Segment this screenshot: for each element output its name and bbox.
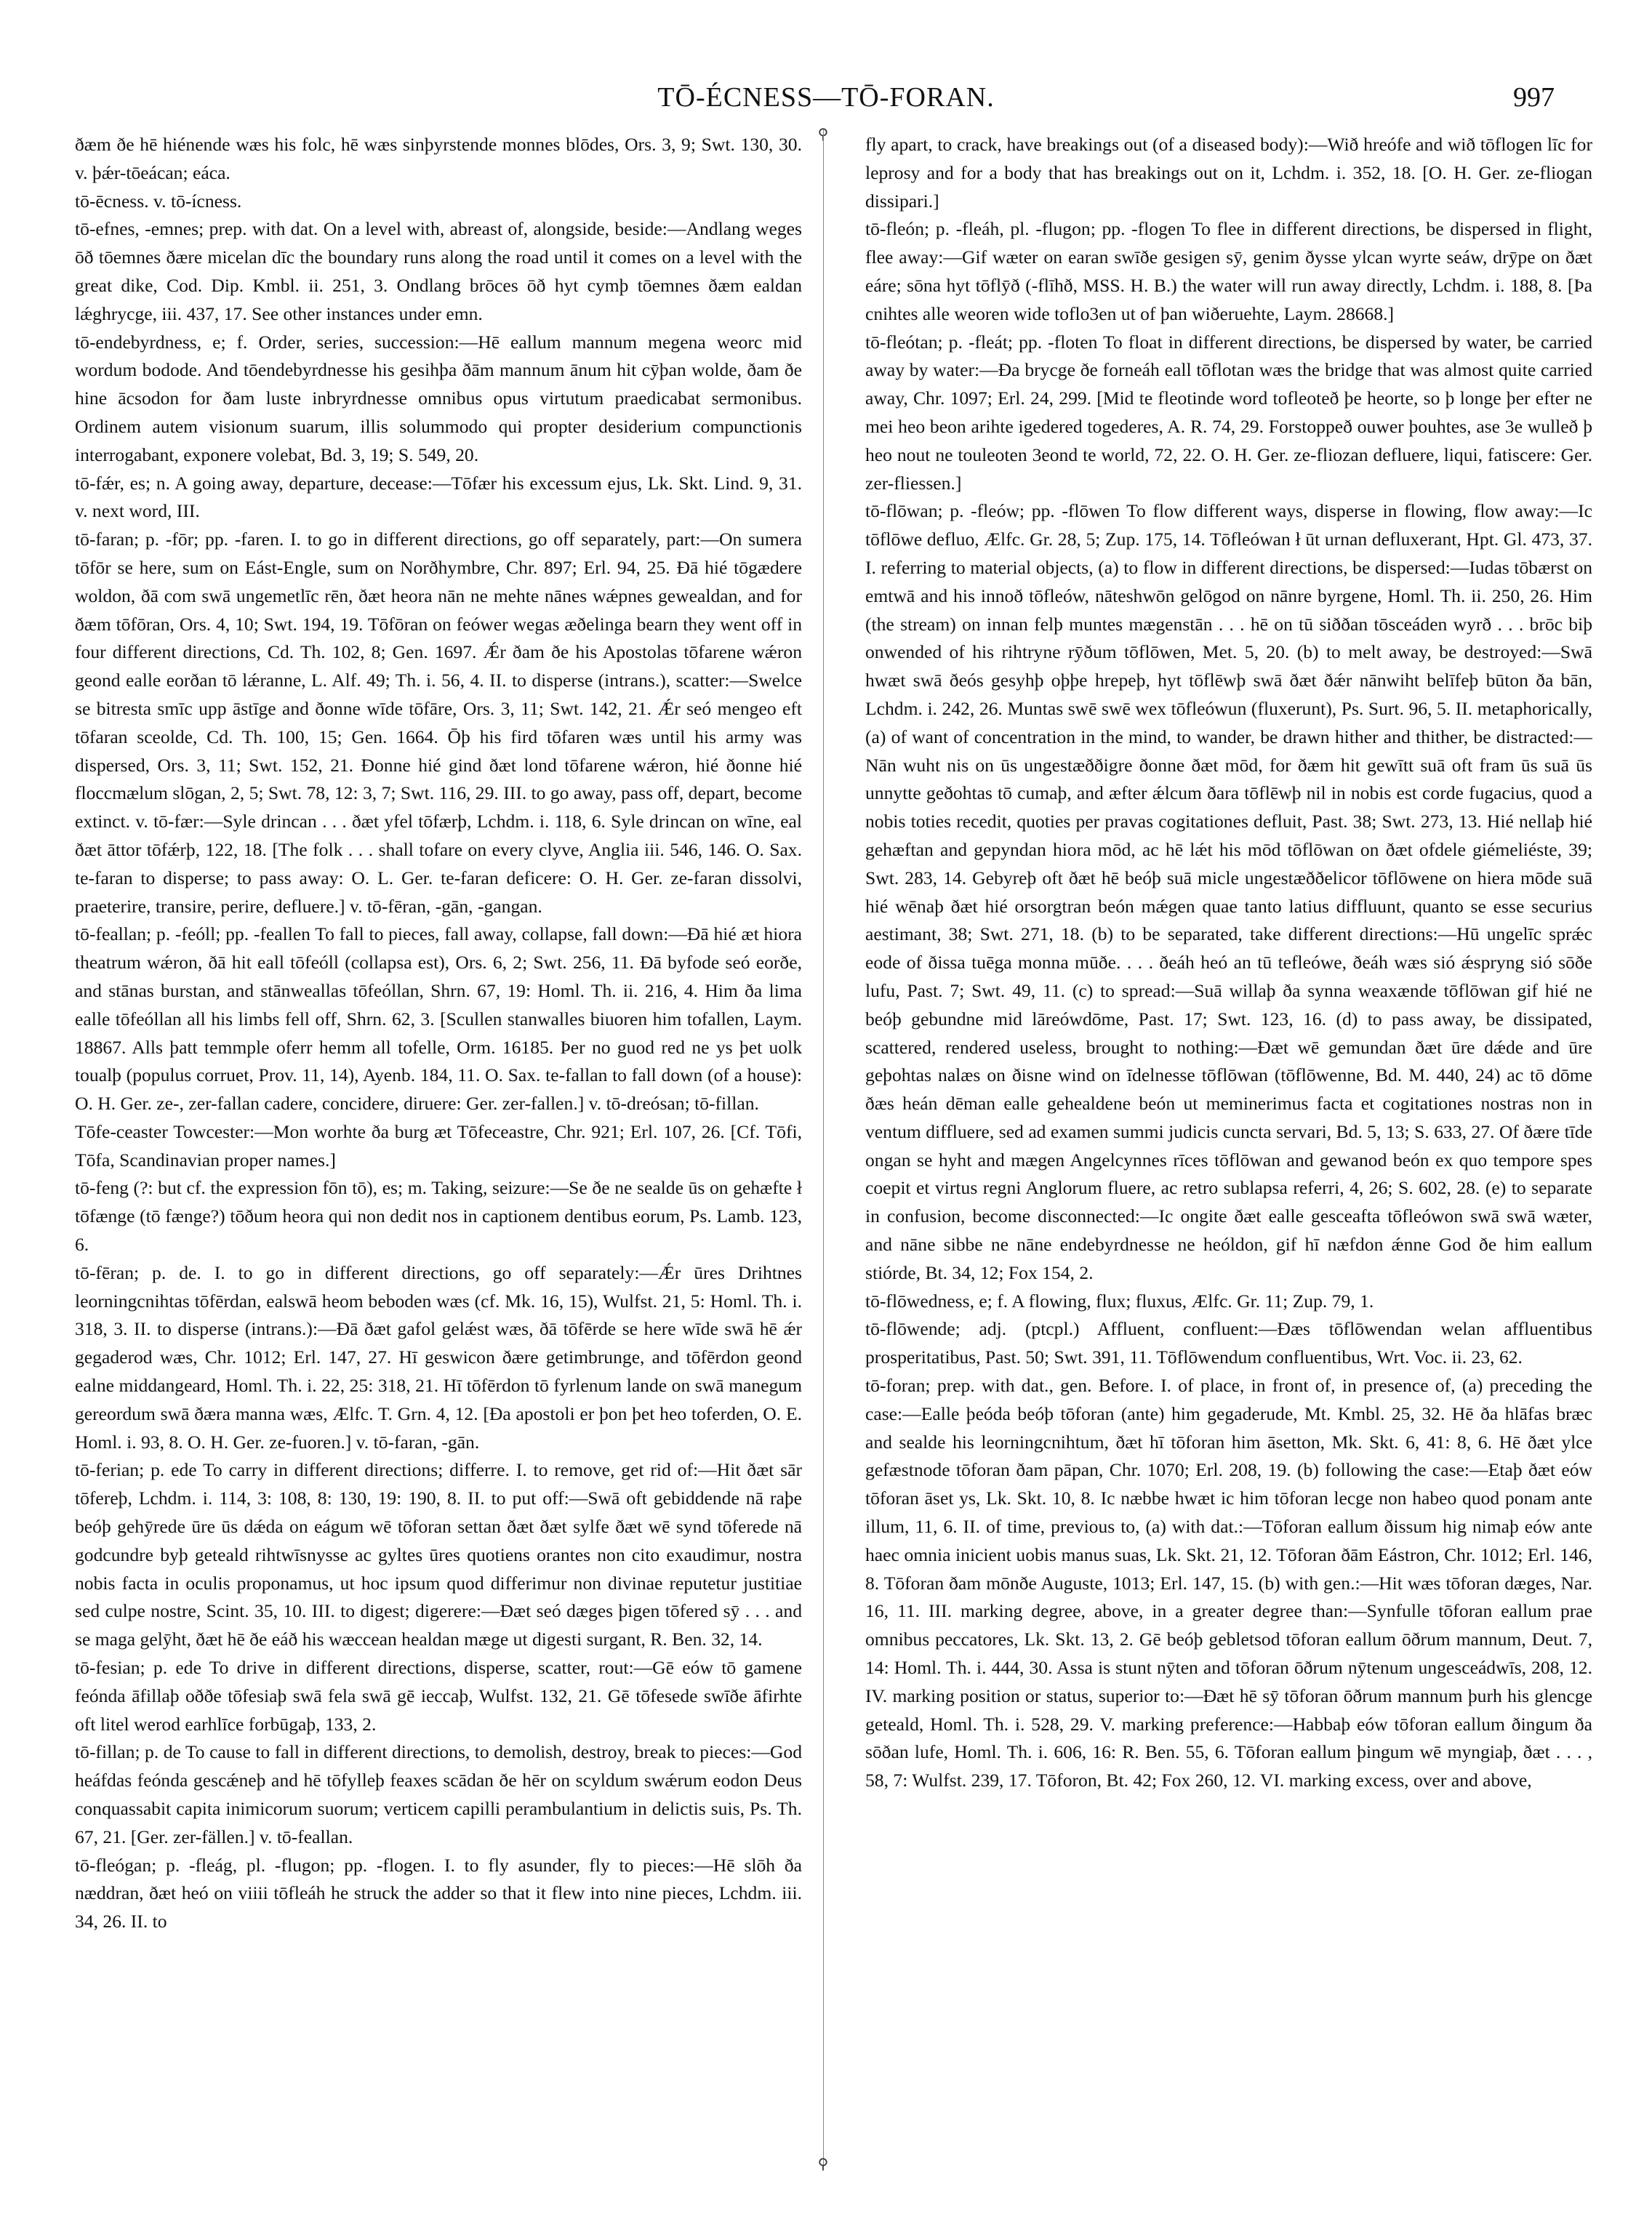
entry: tō-feng (?: but cf. the expression fōn tō), es; m. Taking, seizure:—Se ðe ne sealde ūs on gehæfte ł tōfænge (tō fænge?) tōðum heora qui non dedit nos in captionem dentibus eorum, Ps. Lamb. 123, 6. <box>75 1177 802 1256</box>
column-divider <box>823 129 824 2165</box>
entry: tō-fillan; p. de To cause to fall in different directions, to demolish, destroy, break to pieces:—God heáfdas feónda gescǽneþ and hē tōfylleþ feaxes scādan ðe hēr on scyldum swǽrum eodon Deus conquassabit capita inimicorum suorum; verticem capilli perambulantium in delictis suis, Ps. Th. 67, 21. [Ger. zer-fällen.] v. tō-feallan. <box>75 1741 802 1847</box>
entry: tō-endebyrdness, e; f. Order, series, succession:—Hē eallum mannum megena weorc mid wordum bodode. And tōendebyrdnesse his gesihþa ðām mannum ānum hit cȳþan wolde, ðam ðe hine ācsodon for ðam luste inbryrdnesse omnibus opus virtutum praedicabat sermonibus. Ordinem autem visionum suarum, illis solummodo qui propter desiderium compunctionis interrogabant, exponere volebat, Bd. 3, 19; S. 549, 20. <box>75 331 802 465</box>
entry: tō-flōwende; adj. (ptcpl.) Affluent, confluent:—Ðæs tōflōwendan welan affluentibus prosperitatibus, Past. 50; Swt. 391, 11. Tōflōwendum confluentibus, Wrt. Voc. ii. 23, 62. <box>865 1318 1592 1368</box>
running-title: TŌ-ÉCNESS—TŌ-FORAN. <box>657 82 995 113</box>
entry: tō-ēcness. v. tō-ícness. <box>75 190 242 212</box>
entry: tō-efnes, -emnes; prep. with dat. On a level with, abreast of, alongside, beside:—Andlang weges ōð tōemnes ðære micelan dīc the boundary runs along the road until it comes on a level with the great dike, Cod. Dip. Kmbl. ii. 251, 3. Ondlang brōces ōð hyt cymþ tōemnes ðæm ealdan lǽghrycge, iii. 437, 17. See other instances under emn. <box>75 218 802 324</box>
entry: tō-ferian; p. ede To carry in different directions; differre. I. to remove, get rid of:—Hit ðæt sār tōfereþ, Lchdm. i. 114, 3: 108, 8: 130, 19: 190, 8. II. to put off:—Swā oft gebiddende nā raþe beóþ gehȳrede ūre ūs dǽda on eágum wē tōforan settan ðæt ðæt sylfe ðæt wē synd tōferede nā godcundre byþ geteald rihtwīsnysse ac gyltes ūres quotiens orantes non cito exaudimur, nostra nobis facta in oculis proponamus, ut hoc ipsum quod differimur non divinae reputetur justitiae sed culpe nostre, Scint. 35, 10. III. to digest; digerere:—Ðæt seó dæges þigen tōfered sȳ . . . and se maga gelȳht, ðæt hē ðe eáð his wæccean healdan mæge ut digesti surgant, R. Ben. 32, 14. <box>75 1459 802 1650</box>
column-ornament-top: ⚲ <box>817 125 829 142</box>
left-column <box>75 131 802 2167</box>
entry: tō-flōwan; p. -fleów; pp. -flōwen To flow different ways, disperse in flowing, flow away:—Ic tōflōwe defluo, Ælfc. Gr. 28, 5; Zup. 175, 14. Tōfleówan ł ūt urnan defluxerant, Hpt. Gl. 473, 37. I. referring to material objects, (a) to flow in different directions, be dispersed:—Iudas tōbærst on emtwā and his innoð tōfleów, nāteshwōn gelōgod on nānre byrgene, Homl. Th. ii. 250, 26. Him (the stream) on innan felþ muntes mægenstān . . . hē on tū siððan tōsceáden wyrð . . . brōc biþ onwended of his rihtryne rȳðum tōflōwen, Met. 5, 20. (b) to melt away, be destroyed:—Swā hwæt swā ðeós gesyhþ oþþe hrepeþ, hyt tōflēwþ swā ðæt ðǽr nānwiht belīfeþ būton ða bān, Lchdm. i. 242, 26. Muntas swē swē wex tōfleówun (fluxerunt), Ps. Surt. 96, 5. II. metaphorically, (a) of want of concentration in the mind, to wander, be drawn hither and thither, be distracted:—Nān wuht nis on ūs ungestæððigre ðonne ðæt mōd, for ðæm hit gewītt suā oft fram ūs suā ūs unnytte geðohtas tō cumaþ, and æfter ǽlcum ðara tōflēwþ nil in nobis est corde fugacius, quod a nobis toties recedit, quoties per pravas cogitationes defluit, Past. 38; Swt. 273, 13. Hié nellaþ hié gehæftan and gepyndan hiora mōd, ac hē lǽt his mōd tōflōwan on ðæt ofdele giémeliéste, 39; Swt. 283, 14. Gebyreþ oft ðæt hē beóþ suā micle ungestæððelicor tōflōwene on hiera mōde suā hié wēnaþ ðæt hié orsorgtran beón mǽgen quae tanto latius diffluunt, quanto se esse securius aestimant, 38; Swt. 271, 18. (b) to be separated, take different directions:—Hū ungelīc sprǽc eode of ðissa tuēga monna mūðe. . . . ðeáh heó an tū tefleówe, ðeáh wæs sió ǽspryng sió sōðe lufu, Past. 7; Swt. 49, 11. (c) to spread:—Suā willaþ ða synna weaxænde tōflōwan gif hié ne beóþ gebundne mid lāreówdōme, Past. 17; Swt. 123, 16. (d) to pass away, be dissipated, scattered, rendered useless, brought to nothing:—Ðæt wē gemundan ðæt ūre dǽde and ūre geþohtas nalæs on ðisne wind on īdelnesse tōflōwan (tōflōwenne, Bd. M. 440, 24) ac tō dōme ðæs heán dēman ealle gehealdene beón ut meminerimus facta et cogitationes nostras non in ventum diffluere, sed ad examen summi judicis cuncta servari, Bd. 5, 13; S. 633, 27. Of ðære tīde ongan se hyht and mægen Angelcynnes rīces tōflōwan and gewanod beón ex quo tempore spes coepit et virtus regni Anglorum fluere, ac retro sublapsa referri, 4, 26; S. 602, 28. (e) to separate in confusion, become disconnected:—Ic ongite ðæt ealle gesceafta tōfleówon swā swā wæter, and nāne sibbe ne nāne endebyrdnesse ne heóldon, gif hī næfdon ǽnne God ðe him eallum stiórde, Bt. 34, 12; Fox 154, 2. <box>865 500 1592 1283</box>
column-ornament-bottom: ⚲ <box>817 2155 829 2172</box>
entry: tō-fesian; p. ede To drive in different directions, disperse, scatter, rout:—Gē eów tō gamene feónda āfillaþ oððe tōfesiaþ swā fela swā gē ieccaþ, Wulfst. 132, 21. Gē tōfesede swīðe āfirhte oft litel werod earhlīce forbūgaþ, 133, 2. <box>75 1657 802 1735</box>
right-column <box>865 131 1592 2167</box>
entry: tō-faran; p. -fōr; pp. -faren. I. to go in different directions, go off separately, part:—On sumera tōfōr se here, sum on Eást-Engle, sum on Norðhymbre, Chr. 897; Erl. 94, 25. Ðā hié tōgædere woldon, ðā com swā ungemetlīc rēn, ðæt heora nān ne mehte nānes wǽpnes gewealdan, and for ðæm tōfōran, Ors. 4, 10; Swt. 194, 19. Tōfōran on feówer wegas æðelinga bearn they went off in four different directions, Cd. Th. 102, 8; Gen. 1697. Ǽr ðam ðe his Apostolas tōfarene wǽron geond ealle eorðan tō lǽranne, L. Alf. 49; Th. i. 56, 4. II. to disperse (intrans.), scatter:—Swelce se bitresta smīc upp āstīge and ðonne wīde tōfāre, Ors. 3, 11; Swt. 142, 21. Ǽr seó mengeo eft tōfaran sceolde, Cd. Th. 100, 15; Gen. 1664. Ōþ his fird tōfaren wæs until his army was dispersed, Ors. 3, 11; Swt. 152, 21. Ðonne hié gind ðæt lond tōfarene wǽron, hié ðonne hié floccmælum slōgan, 2, 5; Swt. 78, 12: 3, 7; Swt. 116, 29. III. to go away, pass off, depart, become extinct. v. tō-fær:—Syle drincan . . . ðæt yfel tōfærþ, Lchdm. i. 118, 6. Syle drincan on wīne, eal ðæt āttor tōfǽrþ, 122, 18. [The folk . . . shall tofare on every clyve, Anglia iii. 546, 146. O. Sax. te-faran to disperse; to pass away: O. L. Ger. te-faran deficere: O. H. Ger. ze-faran dissolvi, praeterire, transire, perire, defluere.] v. tō-fēran, -gān, -gangan. <box>75 529 802 917</box>
page-header <box>73 81 1579 125</box>
entry: tō-fleógan; p. -fleág, pl. -flugon; pp. -flogen. I. to fly asunder, fly to pieces:—Hē slōh ða næddran, ðæt heó on viiii tōfleáh he struck the adder so that it flew into nine pieces, Lchdm. iii. 34, 26. II. to <box>75 1854 802 1932</box>
entry: Tōfe-ceaster Towcester:—Mon worhte ða burg æt Tōfeceastre, Chr. 921; Erl. 107, 26. [Cf. Tōfi, Tōfa, Scandinavian proper names.] <box>75 1120 802 1171</box>
entry: tō-fǽr, es; n. A going away, departure, decease:—Tōfær his excessum ejus, Lk. Skt. Lind. 9, 31. v. next word, III. <box>75 472 802 522</box>
entry: tō-foran; prep. with dat., gen. Before. I. of place, in front of, in presence of, (a) preceding the case:—Ealle þeóda beóþ tōforan (ante) him gegaderude, Mt. Kmbl. 25, 32. Hē ða hlāfas bræc and sealde his leorningcnihtum, ðæt hī tōforan him āsetton, Mk. Skt. 6, 41: 8, 6. Hē ðæt ylce gefæstnode tōforan ðam pāpan, Chr. 1070; Erl. 208, 19. (b) following the case:—Etaþ ðæt eów tōforan āset ys, Lk. Skt. 10, 8. Ic næbbe hwæt ic him tōforan lecge non habeo quod ponam ante illum, 11, 6. II. of time, previous to, (a) with dat.:—Tōforan eallum ðissum hig nimaþ eów ante haec omnia inicient uobis manus suas, Lk. Skt. 21, 12. Tōforan ðām Eástron, Chr. 1012; Erl. 146, 8. Tōforan ðam mōnðe Auguste, 1013; Erl. 147, 15. (b) with gen.:—Hit wæs tōforan dæges, Nar. 16, 11. III. marking degree, above, in a greater degree than:—Synfulle tōforan eallum prae omnibus peccatores, Lk. Skt. 13, 2. Gē beóþ gebletsod tōforan eallum ōðrum mannum, Deut. 7, 14: Homl. Th. i. 444, 30. Assa is stunt nȳten and tōforan ōðrum nȳtenum ungesceádwīs, 208, 12. IV. marking position or status, superior to:—Ðæt hē sȳ tōforan ōðrum mannum þurh his glencge geteald, Homl. Th. i. 528, 29. V. marking preference:—Habbaþ eów tōforan eallum ðingum ða sōðan lufe, Homl. Th. i. 606, 16: R. Ben. 55, 6. Tōforan eallum þingum wē myngiaþ, ðæt . . . , 58, 7: Wulfst. 239, 17. Tōforon, Bt. 42; Fox 260, 12. VI. marking excess, over and above, <box>865 1375 1592 1791</box>
entry: fly apart, to crack, have breakings out (of a diseased body):—Wið hreófe and wið tōflogen līc for leprosy and for a body that has breakings out on it, Lchdm. i. 352, 18. [O. H. Ger. ze-fliogan dissipari.] <box>865 134 1592 212</box>
page-number: 997 <box>1513 82 1555 113</box>
entry: tō-fleón; p. -fleáh, pl. -flugon; pp. -flogen To flee in different directions, be dispersed in flight, flee away:—Gif wæter on earan swīðe gesigen sȳ, genim ðysse ylcan wyrte seáw, drȳpe on ðæt eáre; sōna hyt tōflȳð (-flīhð, MSS. H. B.) the water will run away directly, Lchdm. i. 188, 8. [Þa cnihtes alle weoren wide toflo3en ut of þan wiðeruehte, Laym. 28668.] <box>865 218 1592 324</box>
entry: tō-feallan; p. -feóll; pp. -feallen To fall to pieces, fall away, collapse, fall down:—Ðā hié æt hiora theatrum wǽron, ðā hit eall tōfeóll (collapsa est), Ors. 6, 2; Swt. 256, 11. Ðā byfode seó eorðe, and stānas burstan, and stānweallas tōfeóllan, Shrn. 67, 19: Homl. Th. ii. 216, 4. Him ða lima ealle tōfeóllan all his limbs fell off, Shrn. 62, 3. [Scullen stanwalles biuoren him tofallen, Laym. 18867. Alls þatt temmple oferr hemm all tofelle, Orm. 16185. Þer no guod red ne ys þet uolk toualþ (populus corruet, Prov. 11, 14), Ayenb. 184, 11. O. Sax. te-fallan to fall down (of a house): O. H. Ger. ze-, zer-fallan cadere, concidere, diruere: Ger. zer-fallen.] v. tō-dreósan; tō-fillan. <box>75 923 802 1115</box>
entry: ðæm ðe hē hiénende wæs his folc, hē wæs sinþyrstende monnes blōdes, Ors. 3, 9; Swt. 130, 30. v. þǽr-tōeácan; eáca. <box>75 134 802 183</box>
entry: tō-fleótan; p. -fleát; pp. -floten To float in different directions, be dispersed by water, be carried away by water:—Ða brycge ðe forneáh eall tōflotan wæs the bridge that was almost quite carried away, Chr. 1097; Erl. 24, 299. [Mid te fleotinde word tofleoteð þe heorte, so þ longe þer efter ne mei heo beon arihte igedered togederes, A. R. 74, 29. Forstoppeð ouwer þouhtes, ase 3e wulleð þ heo nout ne touleoten 3eond te world, 72, 22. O. H. Ger. ze-fliozan defluere, liqui, fatiscere: Ger. zer-fliessen.] <box>865 331 1592 494</box>
entry: tō-fēran; p. de. I. to go in different directions, go off separately:—Ǽr ūres Drihtnes leorningcnihtas tōfērdan, ealswā heom beboden wæs (cf. Mk. 16, 15), Wulfst. 21, 5: Homl. Th. i. 318, 3. II. to disperse (intrans.):—Ðā ðæt gafol gelǽst wæs, ðā tōfērde se here wīde swā hē ǽr gegaderod wæs, Chr. 1012; Erl. 147, 27. Hī geswicon ðære getimbrunge, and tōfērdon geond ealne middangeard, Homl. Th. i. 22, 25: 318, 21. Hī tōfērdon tō fyrlenum lande on swā manegum gereordum swā ðæra manna wæs, Ælfc. T. Grn. 4, 12. [Ða apostoli er þon þet heo toferden, O. E. Homl. i. 93, 8. O. H. Ger. ze-fuoren.] v. tō-faran, -gān. <box>75 1261 802 1453</box>
entry: tō-flōwedness, e; f. A flowing, flux; fluxus, Ælfc. Gr. 11; Zup. 79, 1. <box>865 1290 1374 1312</box>
